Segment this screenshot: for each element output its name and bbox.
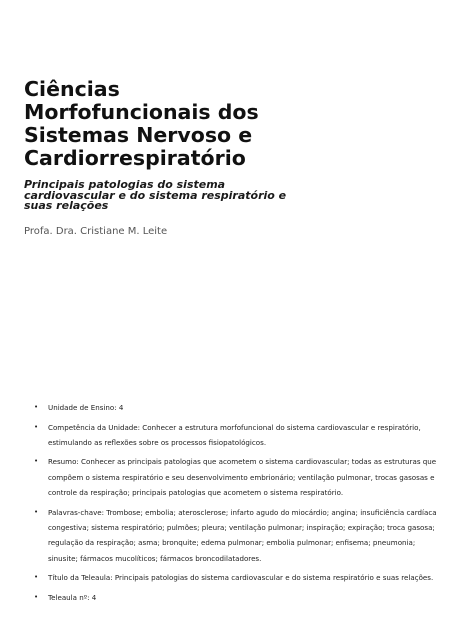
- list-item-text: Unidade de Ensino: 4: [48, 403, 124, 412]
- subtitle-line: cardiovascular e do sistema respiratório e: [24, 188, 287, 202]
- list-item-text: Resumo: Conhecer as principais patologias que acometem o sistema cardiovascular; todas as estruturas que: [48, 457, 437, 467]
- list-item-text: estimulando as reflexões sobre os processos fisiopatológicos.: [48, 437, 267, 447]
- list-item-text: Palavras-chave: Trombose; embolia; aterosclerose; infarto agudo do miocárdio; angina; insuficiência cardíaca: [48, 507, 437, 517]
- document-subtitle: [24, 180, 444, 212]
- title-line: Sistemas Nervoso e: [24, 123, 253, 147]
- list-item-text: Teleaula nº: 4: [48, 592, 97, 602]
- document-title: [24, 78, 444, 170]
- list-item: [34, 505, 454, 566]
- unit-info-list: [34, 400, 454, 609]
- bullet-icon: •: [34, 457, 39, 466]
- bullet-icon: •: [34, 573, 39, 582]
- title-line: Ciências: [24, 77, 120, 101]
- list-item: [34, 590, 454, 605]
- list-item-text: congestiva; sistema respiratório; pulmões; pleura; ventilação pulmonar; inspiração; expiração; troca gasosa;: [48, 522, 435, 532]
- title-line: Cardiorrespiratório: [24, 146, 246, 170]
- author-name: Profa. Dra. Cristiane M. Leite: [24, 226, 168, 237]
- bullet-icon: •: [34, 592, 39, 601]
- subtitle-line: Principais patologias do sistema: [24, 178, 226, 191]
- bullet-icon: •: [34, 422, 39, 431]
- list-item-text: sinusite; fármacos mucolíticos; fármacos broncodilatadores.: [48, 553, 262, 563]
- list-item-text: controle da respiração; principais patologias que acometem o sistema respiratório.: [48, 488, 344, 498]
- list-item-text: Título da Teleaula: Principais patologias do sistema cardiovascular e do sistema respiratório e suas relações.: [48, 573, 434, 583]
- bullet-icon: •: [34, 403, 39, 411]
- list-item: [34, 570, 454, 585]
- list-item: [34, 420, 454, 451]
- list-item-text: regulação da respiração; asma; bronquite; edema pulmonar; embolia pulmonar; enfisema; pneumonia;: [48, 538, 416, 548]
- bullet-icon: •: [34, 507, 39, 516]
- list-item-text: Competência da Unidade: Conhecer a estrutura morfofuncional do sistema cardiovascular e respiratório,: [48, 422, 421, 432]
- list-item: [34, 454, 454, 500]
- subtitle-line: suas relações: [24, 199, 109, 212]
- list-item: [34, 400, 454, 415]
- title-line: Morfofuncionais dos: [24, 100, 259, 124]
- list-item-text: compõem o sistema respiratório e seu desenvolvimento embrionário; ventilação pulmonar, trocas gasosas e: [48, 472, 435, 482]
